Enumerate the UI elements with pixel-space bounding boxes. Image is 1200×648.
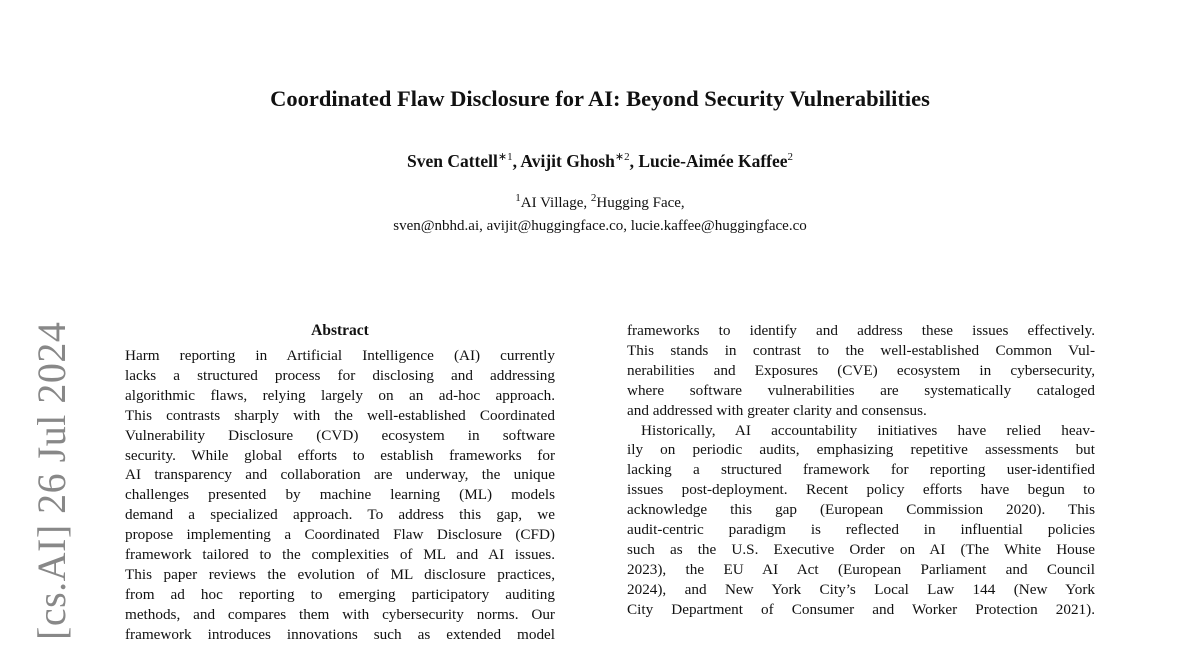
text-line: This paper reviews the evolution of ML disclosure practices, (125, 565, 555, 583)
text-line: nerabilities and Exposures (CVE) ecosystem in cybersecurity, (627, 361, 1095, 379)
text-line: methods, and compares them with cybersecurity norms. Our (125, 605, 555, 623)
paper-title: Coordinated Flaw Disclosure for AI: Beyond Security Vulnerabilities (270, 86, 930, 111)
text-line: AI transparency and collaboration are underway, the unique (125, 466, 555, 484)
author-name: Avijit Ghosh (520, 150, 615, 171)
author-name: Lucie-Aimée Kaffee (638, 150, 788, 171)
text-line: framework introduces innovations such as extended model (125, 625, 555, 643)
author-mark: 2 (787, 151, 794, 163)
text-line: and addressed with greater clarity and consensus. (627, 401, 927, 419)
text-line: from ad hoc reporting to emerging participatory auditing (125, 585, 555, 603)
text-line: frameworks to identify and address these issues effectively. (627, 322, 1095, 339)
affiliation-mark: 1 (515, 192, 521, 204)
text-line: framework tailored to the complexities of ML and AI issues. (125, 546, 555, 564)
text-line: where software vulnerabilities are systematically cataloged (627, 381, 1095, 399)
text-line: acknowledge this gap (European Commission 2020). This (627, 501, 1095, 519)
author-mark: ∗1 (497, 151, 513, 163)
text-line: 2024), and New York City’s Local Law 144 (New York (627, 580, 1095, 598)
affiliation: Hugging Face, (596, 195, 685, 211)
text-line: City Department of Consumer and Worker Protection 2021). (627, 600, 1095, 618)
text-line: 2023), the EU AI Act (European Parliament and Council (627, 560, 1095, 578)
text-line: ily on periodic audits, emphasizing repetitive assessments but (627, 441, 1095, 459)
text-line: This contrasts sharply with the well-established Coordinated (125, 406, 555, 424)
author-mark: ∗2 (614, 151, 630, 163)
intro-text (627, 321, 1095, 620)
abstract-text (125, 346, 555, 645)
text-line: challenges presented by machine learning (ML) models (125, 486, 555, 504)
text-line: audit-centric paradigm is reflected in influential policies (627, 521, 1095, 539)
text-line: such as the U.S. Executive Order on AI (The White House (627, 540, 1095, 558)
text-line: demand a specialized approach. To address this gap, we (125, 506, 555, 524)
text-line: lacking a structured framework for reporting user-identified (627, 461, 1095, 479)
affiliations (0, 187, 1200, 238)
author-name: Sven Cattell (406, 150, 498, 171)
abstract-heading: Abstract (311, 322, 369, 339)
text-line: security. While global efforts to establish frameworks for (125, 446, 555, 464)
affiliation-mark: 2 (590, 192, 597, 204)
text-line: algorithmic flaws, relying largely on an ad-hoc approach. (125, 386, 555, 404)
text-line: This stands in contrast to the well-established Common Vul- (627, 341, 1095, 359)
text-line: Vulnerability Disclosure (CVD) ecosystem in software (125, 426, 555, 444)
text-line: Historically, AI accountability initiatives have relied heav- (641, 421, 1095, 439)
text-line: lacks a structured process for disclosing and addressing (125, 366, 555, 384)
text-line: Harm reporting in Artificial Intelligence (AI) currently (125, 347, 555, 364)
arxiv-stamp: [cs.AI] 26 Jul 2024 (29, 321, 74, 640)
author-emails: sven@nbhd.ai, avijit@huggingface.co, lucie.kaffee@huggingface.co (393, 218, 807, 234)
text-line: issues post-deployment. Recent policy efforts have begun to (627, 481, 1095, 499)
author-list: Sven Cattell$^{∗1}$, Avijit Ghosh$^{∗2}$, Lucie-Aimée Kaffee$^2$ (406, 150, 794, 171)
text-line: propose implementing a Coordinated Flaw Disclosure (CFD) (125, 526, 555, 544)
affiliation: AI Village, (520, 195, 591, 211)
